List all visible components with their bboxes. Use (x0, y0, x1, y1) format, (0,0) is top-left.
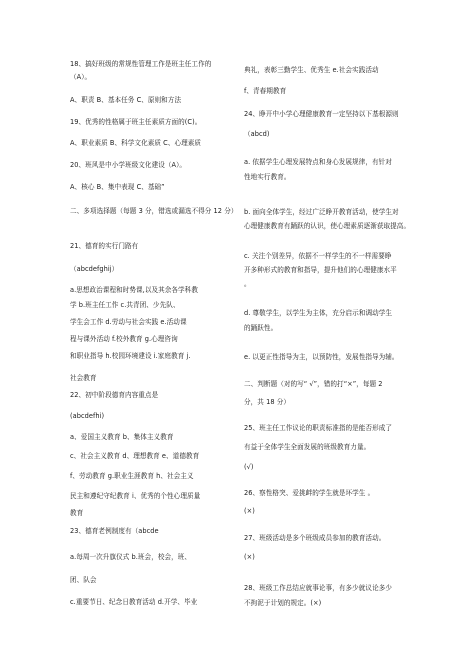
text-line: 19、优秀的性格属于班主任素质方面的(C)。 (70, 118, 202, 126)
text-line: 二、多项选择题（每题 3 分，错选或漏选不得分 12 分） (70, 207, 238, 215)
text-line: a.思想政治课程和时势课,以及其余各学科教 (70, 286, 198, 294)
text-line: 不拘泥于计划的规定。(×) (244, 599, 322, 607)
text-line: 心理健康教育有踊跃的认识，使心理素质逐渐获取提高。 (244, 222, 411, 230)
text-line: 和职业指导 h.校园环境建设 i.家庭教育 j. (70, 352, 191, 360)
text-line: 二、判断题（对的写“ √”，错的打“×”，每题 2 (244, 380, 383, 388)
text-line: c. 关注个别差异，依据不一样学生的不一样需要睁 (244, 252, 392, 260)
text-line: a.每周一次升旗仪式 b.班会，校会，班、 (70, 553, 192, 561)
text-line: 团、队会 (70, 576, 97, 584)
text-line: 性地实行教育。 (244, 173, 291, 181)
text-line: 26、察性格突、爱挑衅的学生就是坏学生 。 (244, 489, 375, 497)
text-line: 23、德育老例制度有（abcde (70, 527, 159, 535)
text-line: 学生会工作 d.劳动与社会实践 e.活动课 (70, 318, 187, 326)
text-line: c、社会主义教育 d、理想教育 e、道德教育 (70, 452, 200, 460)
text-line: (√) (244, 463, 254, 471)
text-line: 20、班风是中小学班级文化建设（A）。 (70, 161, 187, 169)
text-line: A、职业素质 B、科学文化素质 C、心理素质 (70, 139, 202, 147)
text-line: 教育 (70, 509, 84, 517)
text-line: b. 面向全体学生，经过广泛睁开教育活动，使学生对 (244, 208, 399, 216)
text-line: 开多种形式的教育和指导，提升他们的心理健康水平 (244, 266, 397, 274)
text-line: 有益于全体学生全面发展的班级教育力量。 (244, 443, 371, 451)
text-line: c.重要节日、纪念日教育活动 d.开学、毕业 (70, 598, 198, 606)
text-line: A、职责 B、基本任务 C、原则和方法 (70, 96, 182, 104)
text-line: a. 依据学生心理发展特点和身心发展规律，有针对 (244, 158, 392, 166)
text-line: (abcdefhi) (70, 412, 105, 420)
text-line: 程与课外活动 f.校外教育 g.心理咨询 (70, 335, 178, 343)
text-line: 的踊跃性。 (244, 324, 278, 332)
text-line: 27、班级活动是多个班级成员参加的教育活动。 (244, 534, 386, 542)
text-line: 25、班主任工作议论的职责标准指的是能否形成了 (244, 424, 393, 432)
text-line: 民主和遵纪守纪教育 i、优秀的个性心理质量 (70, 492, 201, 500)
text-line: （A）。 (70, 73, 92, 81)
text-line: (×) (244, 507, 255, 515)
text-line: e. 以更正性指导为主，以预防性，发展性指导为辅。 (244, 353, 399, 361)
text-line: 24、睁开中小学心理健康教育一定坚持以下基根源则 (244, 110, 399, 118)
text-line: （abcd) (244, 130, 270, 138)
text-line: 分，共 18 分） (244, 398, 291, 406)
text-line: 28、班级工作总结应就事论事，有多少就议论多少 (244, 584, 393, 592)
text-line: 18、搞好班级的常规性管理工作是班主任工作的 (70, 60, 212, 68)
text-line: （abcdefghij） (70, 265, 119, 273)
text-line: 21、德育的实行门路有 (70, 242, 139, 250)
text-line: 。 (244, 280, 251, 288)
text-line: (×) (244, 553, 255, 561)
text-line: f、劳动教育 g.职业生涯教育 h、社会主义 (70, 472, 194, 480)
text-line: d. 尊敬学生，以学生为主体，充分启示和调动学生 (244, 309, 393, 317)
text-line: 社会教育 (70, 374, 97, 382)
text-line: f、青春期教育 (244, 87, 287, 95)
text-line: a、爱国主义教育 b、集体主义教育 (70, 433, 174, 441)
text-line: 22、初中阶段德育内容重点是 (70, 391, 159, 399)
text-line: A、核心 B、集中表现 C、基础” (70, 183, 165, 191)
text-line: 典礼，表彰三勤学生、优秀生 e.社会实践活动 (244, 66, 379, 74)
text-line: 学 b.班主任工作 c.共青团、少先队、 (70, 301, 180, 309)
